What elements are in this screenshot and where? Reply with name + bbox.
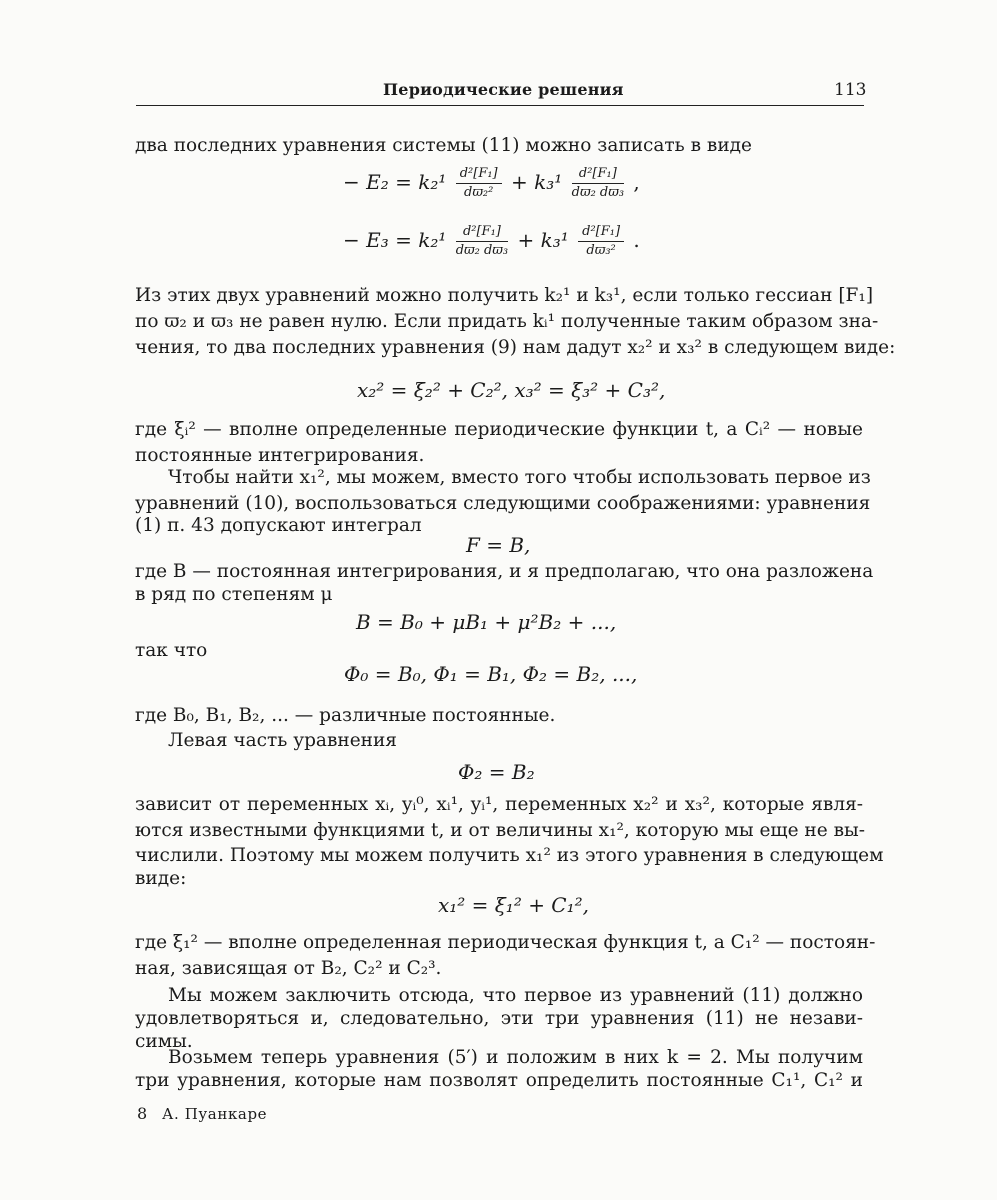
eq-punct: ,	[633, 170, 640, 194]
equation-Phi: Φ₀ = B₀, Φ₁ = B₁, Φ₂ = B₂, ...,	[344, 662, 638, 686]
text-line: симы.	[135, 1031, 193, 1052]
text-line: Мы можем заключить отсюда, что первое из уравнений (11) должно	[168, 985, 863, 1006]
equation-F-B: F = B,	[466, 533, 531, 557]
text-line: в ряд по степеням μ	[135, 584, 333, 605]
running-header-title: Периодические решения	[383, 80, 624, 99]
text-line: зависит от переменных xᵢ, yᵢ⁰, xᵢ¹, yᵢ¹, переменных x₂² и x₃², которые явля-	[135, 794, 863, 815]
equation-E3	[343, 224, 640, 259]
text-line: два последних уравнения системы (11) можно записать в виде	[135, 135, 752, 156]
header-rule	[136, 105, 864, 106]
fraction	[578, 224, 624, 259]
text-line: где B₀, B₁, B₂, ... — различные постоянные.	[135, 705, 556, 726]
text-line: где ξ₁² — вполне определенная периодическая функция t, а C₁² — постоян-	[135, 932, 876, 953]
text-line: Левая часть уравнения	[168, 730, 397, 751]
fraction-denominator: dϖ₂²	[464, 185, 494, 200]
text-line: виде:	[135, 868, 187, 889]
text-line: Из этих двух уравнений можно получить k₂¹ и k₃¹, если только гессиан [F₁]	[135, 285, 874, 306]
fraction	[572, 166, 624, 201]
text-line: удовлетворяться и, следовательно, эти три уравнения (11) не незави-	[135, 1008, 863, 1029]
equation-Phi2: Φ₂ = B₂	[458, 760, 535, 784]
equation-E2	[343, 166, 640, 201]
eq-lhs: − E₂ = k₂¹	[343, 170, 447, 194]
fraction-numerator: d²[F₁]	[572, 166, 624, 184]
text-line: уравнений (10), воспользоваться следующими соображениями: уравнения	[135, 493, 871, 514]
text-line: чения, то два последних уравнения (9) нам дадут x₂² и x₃² в следующем виде:	[135, 337, 896, 358]
text-line: ная, зависящая от B₂, C₂² и C₂³.	[135, 958, 442, 979]
fraction	[456, 224, 508, 259]
fraction-denominator: dϖ₃²	[586, 243, 616, 258]
eq-term: + k₃¹	[517, 228, 569, 252]
text-line: числили. Поэтому мы можем получить x₁² из этого уравнения в следующем	[135, 845, 884, 866]
text-line: ются известными функциями t, и от величины x₁², которую мы еще не вы-	[135, 820, 865, 841]
equation-B-series: B = B₀ + μB₁ + μ²B₂ + ...,	[356, 610, 617, 634]
text-line: так что	[135, 640, 208, 661]
fraction-denominator: dϖ₂ dϖ₃	[455, 243, 509, 258]
signature-mark: 8	[137, 1104, 148, 1123]
text-line: где B — постоянная интегрирования, и я предполагаю, что она разложена	[135, 561, 874, 582]
fraction-numerator: d²[F₁]	[578, 224, 624, 242]
text-line: Возьмем теперь уравнения (5′) и положим в них k = 2. Мы получим	[168, 1047, 863, 1068]
text-line: постоянные интегрирования.	[135, 445, 425, 466]
fraction-numerator: d²[F₁]	[456, 166, 502, 184]
fraction-numerator: d²[F₁]	[456, 224, 508, 242]
fraction-denominator: dϖ₂ dϖ₃	[571, 185, 625, 200]
eq-punct: .	[633, 228, 640, 252]
equation-x1: x₁² = ξ₁² + C₁²,	[438, 893, 590, 917]
text-line: где ξᵢ² — вполне определенные периодические функции t, а Cᵢ² — новые	[135, 419, 863, 440]
footer-author: А. Пуанкаре	[162, 1105, 268, 1123]
text-line: (1) п. 43 допускают интеграл	[135, 515, 422, 536]
eq-term: + k₃¹	[511, 170, 563, 194]
equation-x2-x3: x₂² = ξ₂² + C₂², x₃² = ξ₃² + C₃²,	[357, 378, 666, 402]
eq-lhs: − E₃ = k₂¹	[343, 228, 447, 252]
text-line: Чтобы найти x₁², мы можем, вместо того чтобы использовать первое из	[168, 467, 871, 488]
page-number: 113	[834, 80, 867, 100]
text-line: три уравнения, которые нам позволят определить постоянные C₁¹, C₁² и	[135, 1070, 863, 1091]
fraction	[456, 166, 502, 201]
text-line: по ϖ₂ и ϖ₃ не равен нулю. Если придать kᵢ¹ полученные таким образом зна-	[135, 311, 879, 332]
